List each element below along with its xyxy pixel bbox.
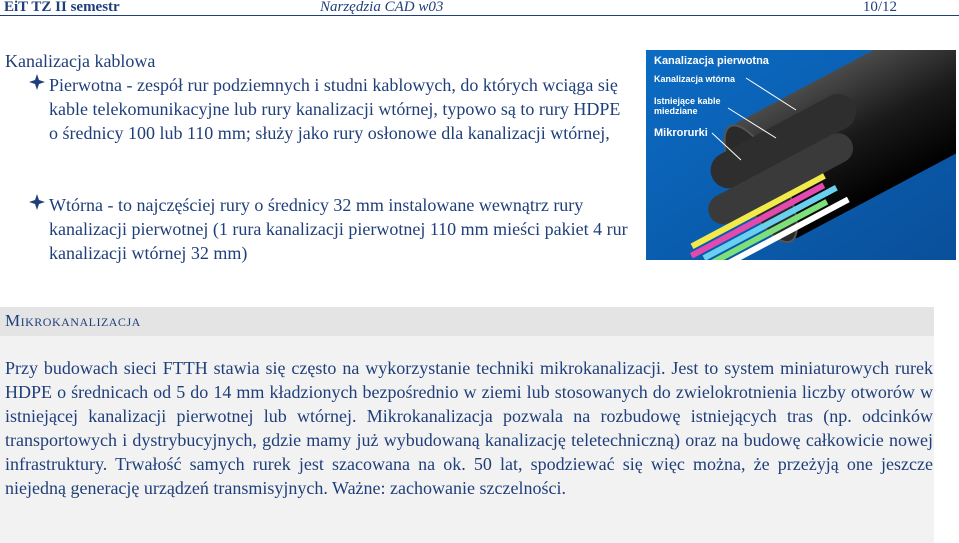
label-microducts: Mikrorurki	[654, 127, 708, 139]
label-copper-b: miedziane	[654, 106, 698, 116]
diamond-bullet-icon	[28, 73, 46, 91]
bullet-text: Pierwotna - zespół rur podziemnych i studni kablowych, do których wciąga się kable telekomunikacyjne lub rury kanalizacji wtórnej, typowo są to rury HDPE o średnicy 100 lub 110 mm; służy jako rury osłonowe dla kanalizacji wtórnej,	[49, 75, 621, 143]
bullet-primary-duct	[28, 73, 628, 145]
course-name: EiT TZ II semestr	[4, 0, 120, 15]
label-primary: Kanalizacja pierwotna	[654, 55, 769, 67]
page-number: 10/12	[862, 0, 897, 15]
duct-cross-section-image	[646, 50, 956, 260]
mikro-title: Mikrokanalizacja	[5, 311, 141, 330]
lecture-title: Narzędzia CAD w03	[320, 0, 444, 15]
diamond-bullet-icon	[28, 193, 46, 211]
page-header	[0, 0, 959, 16]
bullet-secondary-duct	[28, 193, 628, 265]
section-title: Kanalizacja kablowa	[5, 51, 156, 71]
mikro-paragraph: Przy budowach sieci FTTH stawia się często na wykorzystanie techniki mikrokanalizacji. Jest to system miniaturowych rurek HDPE o średnicach od 5 do 14 mm kładzionych bezpośrednio w ziemi lub stosowanych do zwielokrotnienia liczby otworów w istniejącej kanalizacji pierwotnej lub wtórnej. Mikrokanalizacja pozwala na rozbudowę istniejących tras (np. odcinków transportowych i dystrybucyjnych, gdzie mamy już wybudowaną kanalizację teletechniczną) oraz na budowę całkowicie nowej infrastruktury. Trwałość samych rurek jest szacowana na ok. 50 lat, spodziewać się więc można, że przeżyją one jeszcze niejedną generację urządzeń transmisyjnych. Ważne: zachowanie szczelności.	[5, 358, 933, 498]
bullet-text: Wtórna - to najczęściej rury o średnicy 32 mm instalowane wewnątrz rury kanalizacji pierwotnej (1 rura kanalizacji pierwotnej 110 mm mieści pakiet 4 rur kanalizacji wtórnej 32 mm)	[49, 195, 628, 263]
label-secondary: Kanalizacja wtórna	[654, 74, 736, 84]
label-copper-a: Istniejące kable	[654, 96, 721, 106]
